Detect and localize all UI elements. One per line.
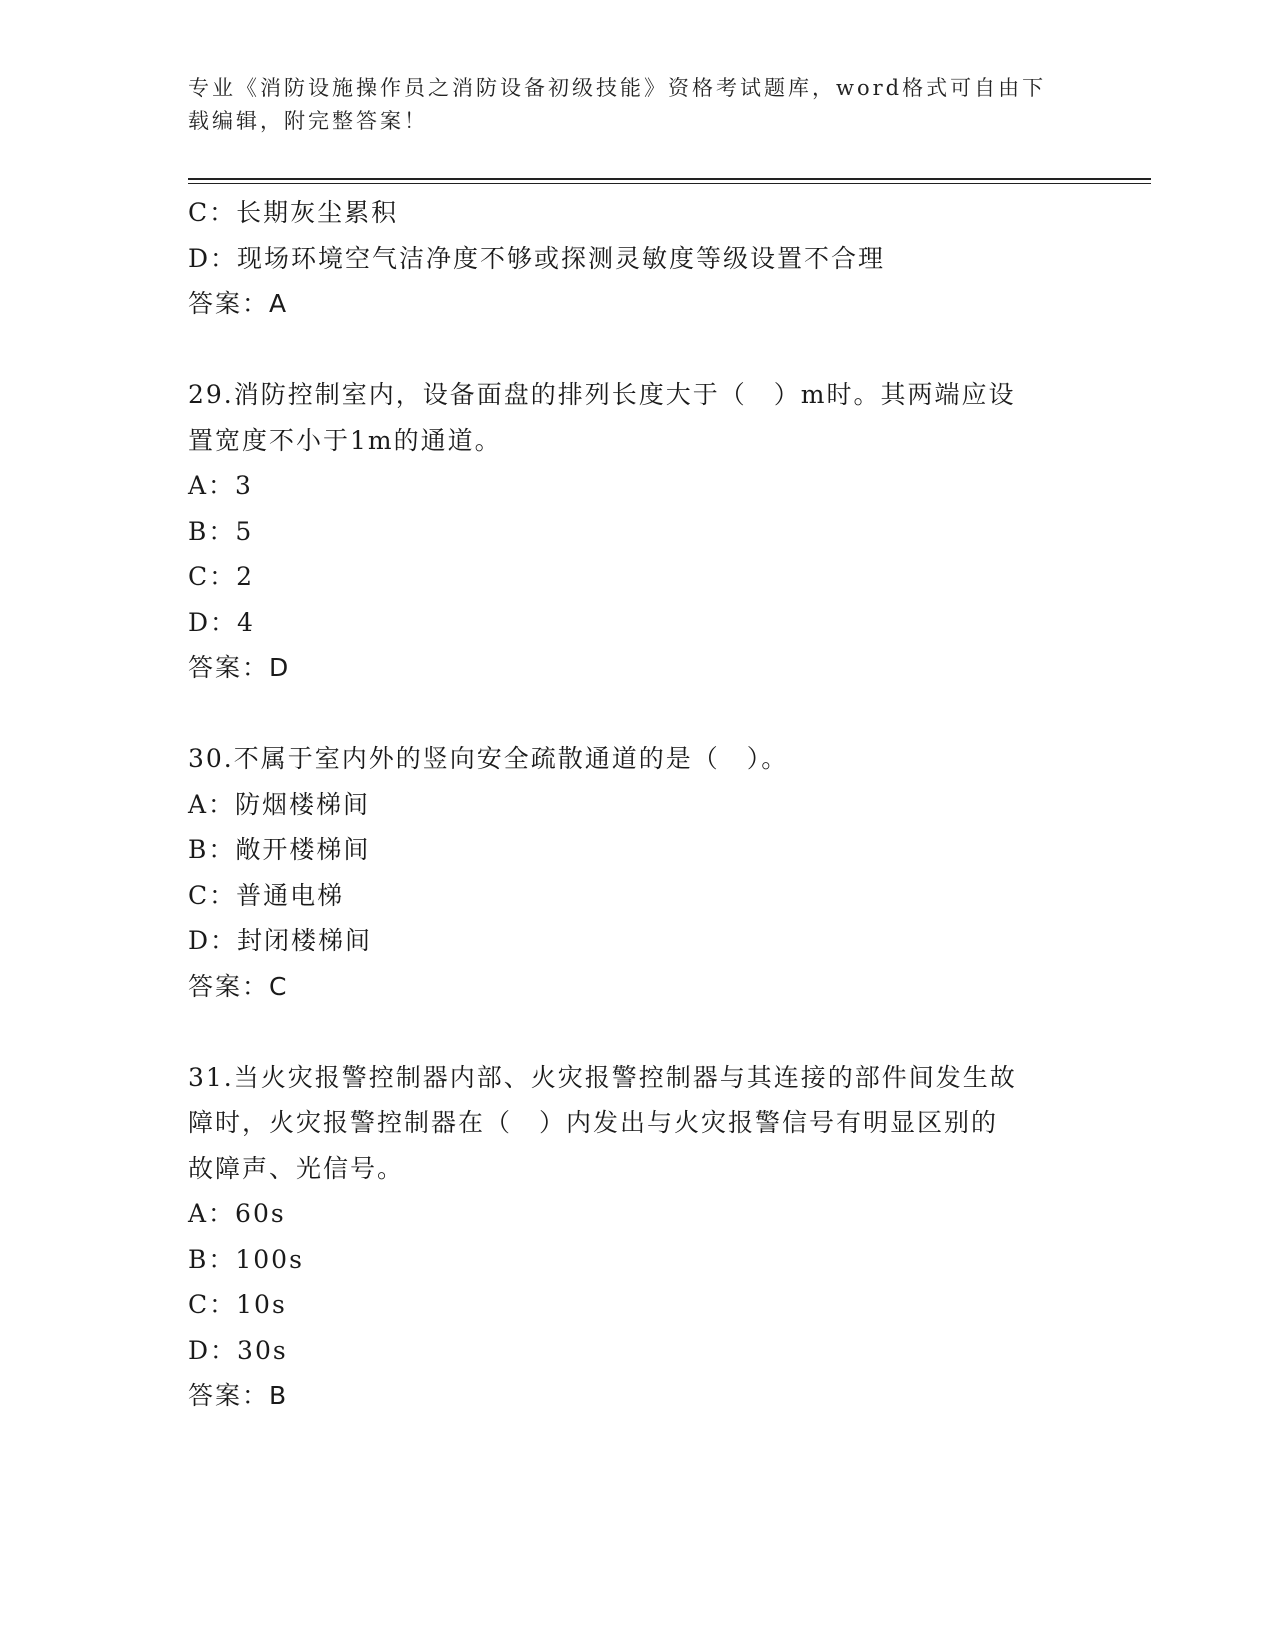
question-stem-line: 31.当火灾报警控制器内部、火灾报警控制器与其连接的部件间发生故 bbox=[188, 1062, 1017, 1092]
question-31 bbox=[188, 1055, 1088, 1419]
option-line: A：3 bbox=[188, 471, 253, 500]
option-line: A：60s bbox=[188, 1199, 286, 1228]
question-stem-line: 置宽度不小于1m的通道。 bbox=[188, 425, 502, 455]
option-line: A：防烟楼梯间 bbox=[188, 789, 371, 819]
header-divider-thick bbox=[188, 178, 1151, 180]
header-line-1: 专业《消防设施操作员之消防设备初级技能》资格考试题库，word格式可自由下 bbox=[188, 76, 1047, 100]
question-29 bbox=[188, 372, 1088, 691]
option-line: D：30s bbox=[188, 1335, 288, 1365]
option-line: B：100s bbox=[188, 1244, 304, 1274]
answer-line: 答案：A bbox=[188, 289, 289, 318]
option-line: D：现场环境空气洁净度不够或探测灵敏度等级设置不合理 bbox=[188, 243, 886, 273]
document-body bbox=[188, 190, 1088, 1419]
question-stem-line: 29.消防控制室内，设备面盘的排列长度大于（ ）m时。其两端应设 bbox=[188, 380, 1016, 409]
option-line: B：5 bbox=[188, 516, 254, 546]
header-divider-thin bbox=[188, 183, 1151, 184]
answer-line: 答案：D bbox=[188, 653, 291, 682]
option-line: D：4 bbox=[188, 607, 255, 637]
option-line: C：10s bbox=[188, 1290, 287, 1319]
spacer bbox=[188, 691, 1088, 737]
document-header bbox=[188, 72, 1068, 138]
header-line-2: 载编辑，附完整答案！ bbox=[188, 109, 428, 133]
option-line: C：长期灰尘累积 bbox=[188, 198, 399, 227]
option-line: C：2 bbox=[188, 562, 255, 591]
prev-question bbox=[188, 190, 1088, 327]
answer-line: 答案：B bbox=[188, 1381, 289, 1410]
option-line: B：敞开楼梯间 bbox=[188, 835, 371, 864]
option-line: D：封闭楼梯间 bbox=[188, 926, 373, 955]
option-line: C：普通电梯 bbox=[188, 880, 345, 910]
answer-line: 答案：C bbox=[188, 971, 289, 1001]
spacer bbox=[188, 1009, 1088, 1055]
question-stem-line: 30.不属于室内外的竖向安全疏散通道的是（ ）。 bbox=[188, 744, 789, 773]
question-stem-line: 故障声、光信号。 bbox=[188, 1153, 405, 1183]
spacer bbox=[188, 327, 1088, 373]
question-stem-line: 障时，火灾报警控制器在（ ）内发出与火灾报警信号有明显区别的 bbox=[188, 1108, 999, 1137]
question-30 bbox=[188, 736, 1088, 1009]
